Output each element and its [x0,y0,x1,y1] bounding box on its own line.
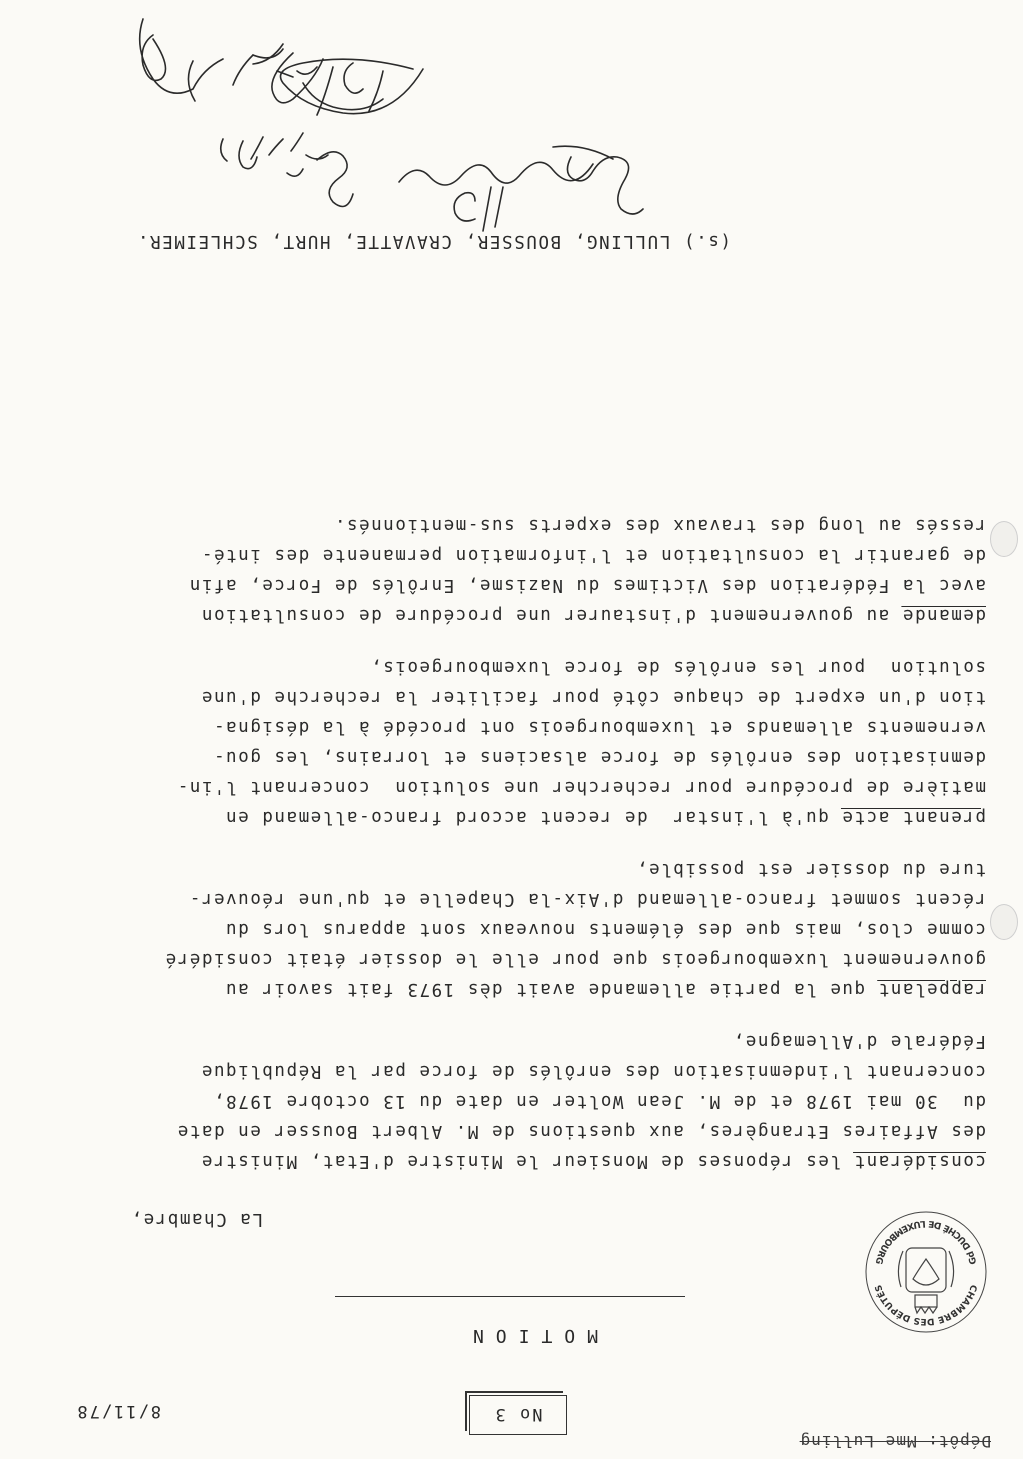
seal-text-bottom: Gd DUCHÉ DE LUXEMBOURG [872,1217,980,1266]
paragraph-line: tion d'un expert de chaque côté pour faciliter la recherche d'une [200,687,986,707]
paragraph-line: prenant acte qu'à l'instar de recent accord franco-allemand en [224,807,986,827]
signature-schleimer [399,146,643,214]
punch-hole [990,904,1018,940]
depot-note: Dépôt: Mme Lulling [799,1432,991,1451]
paragraph-line: récent sommet franco-allemand d'Aix-la Chapelle et qu'une réouver- [188,889,986,909]
chamber-seal [861,1207,991,1337]
paragraph-line: solution pour les enrôlés de force luxembourgeois, [369,657,986,677]
lead-word: prenant acte [840,807,986,827]
seal-text-top: CHAMBRE DES DÉPUTÉS [873,1283,979,1327]
punch-hole [990,521,1018,557]
motion-number: No 3 [493,1404,543,1424]
paragraph-line: des Affaires Etrangères, aux questions de M. Albert Bousser en date [176,1121,986,1141]
signature-lulling [140,19,283,101]
paragraph-line: concernant l'indemnisation des enrôlés de force par la République [200,1061,986,1081]
paragraph-line: Fédérale d'Allemagne, [732,1031,986,1051]
paragraph-line: comme clos, mais que des éléments nouveaux sont apparus lors du [224,919,986,939]
paragraph-line: ressés au long des travaux des experts sus-mentionnés. [333,515,986,535]
paragraph-line: rappelant que la partie allemande avait dès 1973 fait savoir au [224,979,986,999]
lead-word: considérant [853,1151,986,1171]
signatories-line: (s.) LULLING, BOUSSER, CRAVATTE, HURT, SCHLEIMER. [136,231,731,251]
paragraph-line: ture du dossier est possible, [635,859,986,879]
paragraph-line: vernements allemands et luxembourgeois ont procédé à la désigna- [212,717,986,737]
number-box [469,1395,567,1435]
motion-date: 8/11/78 [75,1401,161,1421]
lead-word: demande [901,605,986,625]
paragraph-line: demande au gouvernement d'instaurer une procédure de consultation [200,605,986,625]
signature-cravatte [253,49,423,114]
lead-word: rappelant [877,979,986,999]
paragraph-line: considérant les réponses de Monsieur le Ministre d'Etat, Ministre [200,1151,986,1171]
paragraph-line: du 30 mai 1978 et de M. Jean Wolter en date du 13 octobre 1978, [212,1091,986,1111]
signature-bousser [287,152,353,207]
paragraph-line: avec la Fédération des Victimes du Nazisme, Enrôlés de Force, afin [188,575,986,595]
title-rule [335,1296,685,1297]
motion-title: MOTION [460,1325,598,1346]
paragraph-line: demnisation des enrôlés de force alsaciens et lorrains, les gou- [212,747,986,767]
paragraph-line: matière de procédure pour rechercher une solution concernant l'in- [176,777,986,797]
paragraph-line: de garantir la consultation et l'information permanente des inté- [200,545,986,565]
paragraph-line: gouvernement luxembourgeois que pour elle le dossier était considéré [164,949,986,969]
signature-small [221,133,303,169]
signature-mark [454,187,503,231]
opening-line: La Chambre, [130,1209,263,1229]
signature-hurt [277,63,383,115]
